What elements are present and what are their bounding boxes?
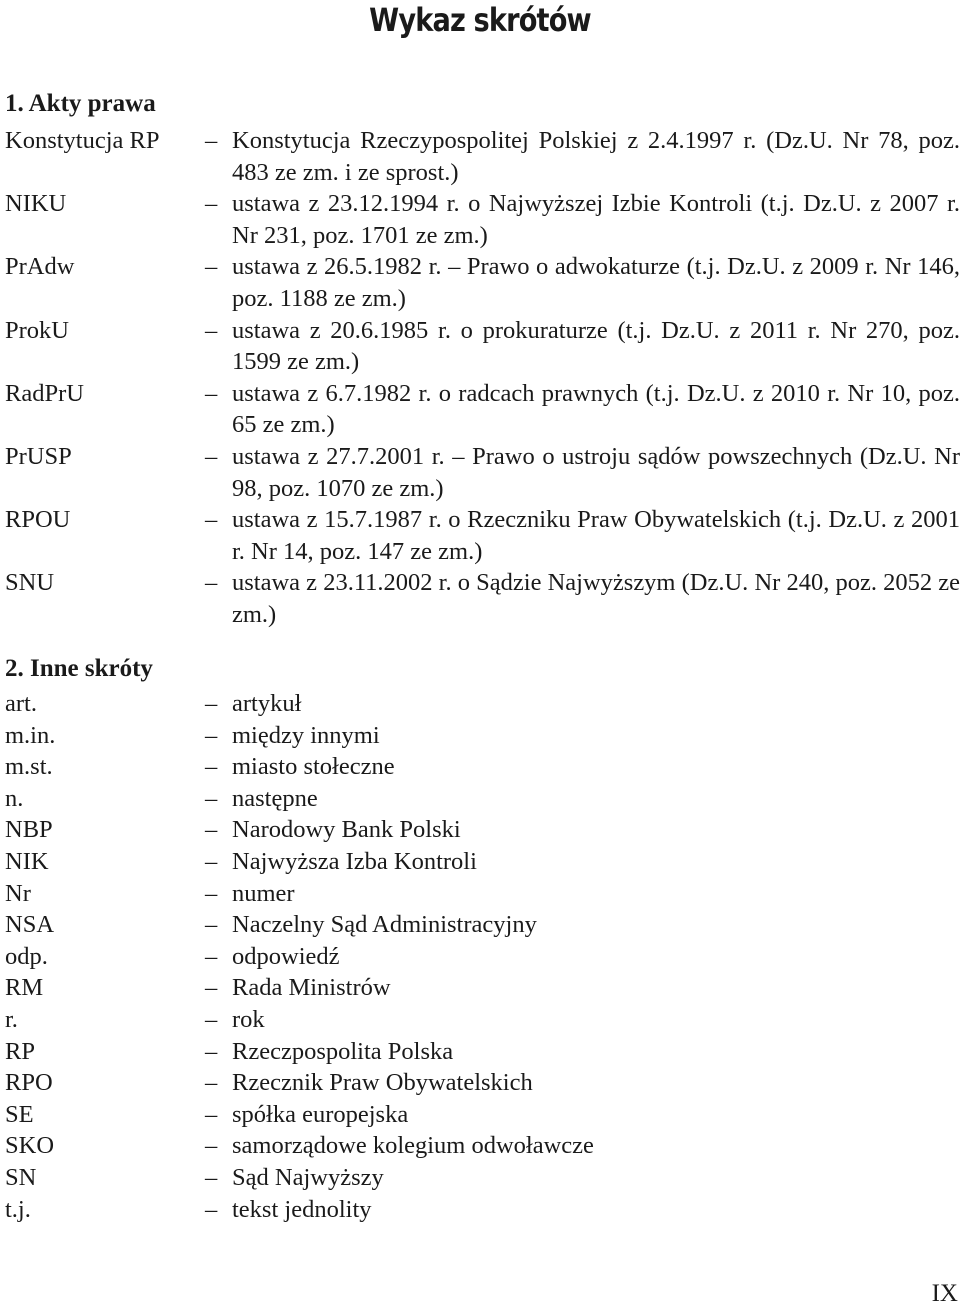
list-item xyxy=(0,1194,960,1226)
abbreviation: ProkU xyxy=(5,316,69,344)
list-item xyxy=(0,972,960,1004)
abbreviation: n. xyxy=(5,784,24,812)
abbreviation: NIK xyxy=(5,847,49,875)
definition: Rada Ministrów xyxy=(232,974,391,1002)
definition: między innymi xyxy=(232,721,380,749)
list-item xyxy=(0,567,960,630)
list-item xyxy=(0,878,960,910)
definition: Narodowy Bank Polski xyxy=(232,816,461,844)
list-item xyxy=(0,441,960,504)
dash: – xyxy=(205,316,218,344)
abbreviation: SE xyxy=(5,1100,34,1128)
section-heading-acts: 1. Akty prawa xyxy=(5,90,156,117)
abbreviation: odp. xyxy=(5,942,48,970)
definition: Naczelny Sąd Administracyjny xyxy=(232,911,537,939)
abbreviation: t.j. xyxy=(5,1195,31,1223)
list-item xyxy=(0,315,960,378)
abbreviation: SN xyxy=(5,1163,37,1191)
abbreviation: RP xyxy=(5,1037,35,1065)
abbreviation: PrAdw xyxy=(5,253,75,281)
dash: – xyxy=(205,190,218,218)
abbreviation: PrUSP xyxy=(5,442,72,470)
dash: – xyxy=(205,690,218,717)
definition: ustawa z 23.12.1994 r. o Najwyższej Izbie Kontroli (t.j. Dz.U. z 2007 r. Nr 231, poz. 1701 ze zm.) xyxy=(232,190,960,249)
list-item xyxy=(0,1099,960,1131)
definition: miasto stołeczne xyxy=(232,753,395,781)
dash: – xyxy=(205,1069,218,1097)
page-number: IX xyxy=(931,1280,958,1307)
list-item xyxy=(0,688,960,720)
dash: – xyxy=(205,506,218,534)
definition: Konstytucja Rzeczypospolitej Polskiej z 2.4.1997 r. (Dz.U. Nr 78, poz. 483 ze zm. i ze sprost.) xyxy=(232,127,960,186)
list-item xyxy=(0,783,960,815)
abbreviation: Konstytucja RP xyxy=(5,127,160,154)
definition: rok xyxy=(232,1005,265,1033)
other-abbreviations-list xyxy=(0,688,960,1225)
page-title: Wykaz skrótów xyxy=(369,1,591,39)
dash: – xyxy=(205,569,218,597)
list-item xyxy=(0,1162,960,1194)
abbreviation: NSA xyxy=(5,911,55,939)
abbreviation: RadPrU xyxy=(5,379,84,407)
definition: samorządowe kolegium odwoławcze xyxy=(232,1132,594,1160)
abbreviation: RPOU xyxy=(5,506,71,534)
list-item xyxy=(0,846,960,878)
definition: ustawa z 6.7.1982 r. o radcach prawnych (t.j. Dz.U. z 2010 r. Nr 10, poz. 65 ze zm.) xyxy=(232,379,960,439)
abbreviation: m.st. xyxy=(5,753,53,781)
definition: Najwyższa Izba Kontroli xyxy=(232,847,477,875)
dash: – xyxy=(205,1163,218,1191)
abbreviation: SKO xyxy=(5,1132,55,1160)
dash: – xyxy=(205,1037,218,1065)
definition: odpowiedź xyxy=(232,942,340,970)
list-item xyxy=(0,188,960,251)
definition: ustawa z 26.5.1982 r. – Prawo o adwokaturze (t.j. Dz.U. z 2009 r. Nr 146, poz. 1188 ze zm.) xyxy=(232,253,960,312)
dash: – xyxy=(205,1195,218,1223)
definition: Rzecznik Praw Obywatelskich xyxy=(232,1069,533,1097)
definition: artykuł xyxy=(232,690,302,717)
list-item xyxy=(0,1067,960,1099)
definition: spółka europejska xyxy=(232,1100,409,1128)
dash: – xyxy=(205,784,218,812)
definition: Sąd Najwyższy xyxy=(232,1163,384,1191)
dash: – xyxy=(205,1005,218,1033)
list-item xyxy=(0,1004,960,1036)
list-item xyxy=(0,125,960,188)
dash: – xyxy=(205,879,218,907)
abbreviation: art. xyxy=(5,690,37,717)
dash: – xyxy=(205,753,218,781)
list-item xyxy=(0,751,960,783)
abbreviation: NIKU xyxy=(5,190,67,218)
list-item xyxy=(0,814,960,846)
dash: – xyxy=(205,847,218,875)
abbreviation: SNU xyxy=(5,569,55,597)
list-item xyxy=(0,909,960,941)
definition: następne xyxy=(232,784,318,812)
dash: – xyxy=(205,253,218,281)
dash: – xyxy=(205,379,218,407)
definition: ustawa z 15.7.1987 r. o Rzeczniku Praw Obywatelskich (t.j. Dz.U. z 2001 r. Nr 14, poz. 147 ze zm.) xyxy=(232,506,960,565)
list-item xyxy=(0,941,960,973)
abbreviation: r. xyxy=(5,1005,18,1033)
list-item xyxy=(0,1130,960,1162)
abbreviation: NBP xyxy=(5,816,53,844)
dash: – xyxy=(205,911,218,939)
acts-list xyxy=(0,125,960,631)
list-item xyxy=(0,504,960,567)
dash: – xyxy=(205,942,218,970)
dash: – xyxy=(205,974,218,1002)
definition: tekst jednolity xyxy=(232,1195,372,1223)
dash: – xyxy=(205,1100,218,1128)
dash: – xyxy=(205,1132,218,1160)
list-item xyxy=(0,378,960,441)
definition: ustawa z 23.11.2002 r. o Sądzie Najwyższym (Dz.U. Nr 240, poz. 2052 ze zm.) xyxy=(232,569,960,628)
abbreviation: RM xyxy=(5,974,44,1002)
section-heading-other: 2. Inne skróty xyxy=(5,655,153,682)
definition: ustawa z 20.6.1985 r. o prokuraturze (t.j. Dz.U. z 2011 r. Nr 270, poz. 1599 ze zm.) xyxy=(232,316,960,376)
abbreviation: m.in. xyxy=(5,721,56,749)
definition: ustawa z 27.7.2001 r. – Prawo o ustroju sądów powszechnych (Dz.U. Nr 98, poz. 1070 ze zm.) xyxy=(232,442,960,502)
definition: Rzeczpospolita Polska xyxy=(232,1037,454,1065)
dash: – xyxy=(205,816,218,844)
definition: numer xyxy=(232,879,295,907)
dash: – xyxy=(205,721,218,749)
abbreviation: RPO xyxy=(5,1069,53,1097)
dash: – xyxy=(205,127,218,154)
abbreviation: Nr xyxy=(5,879,31,907)
dash: – xyxy=(205,442,218,470)
list-item xyxy=(0,720,960,752)
list-item xyxy=(0,251,960,314)
list-item xyxy=(0,1036,960,1068)
